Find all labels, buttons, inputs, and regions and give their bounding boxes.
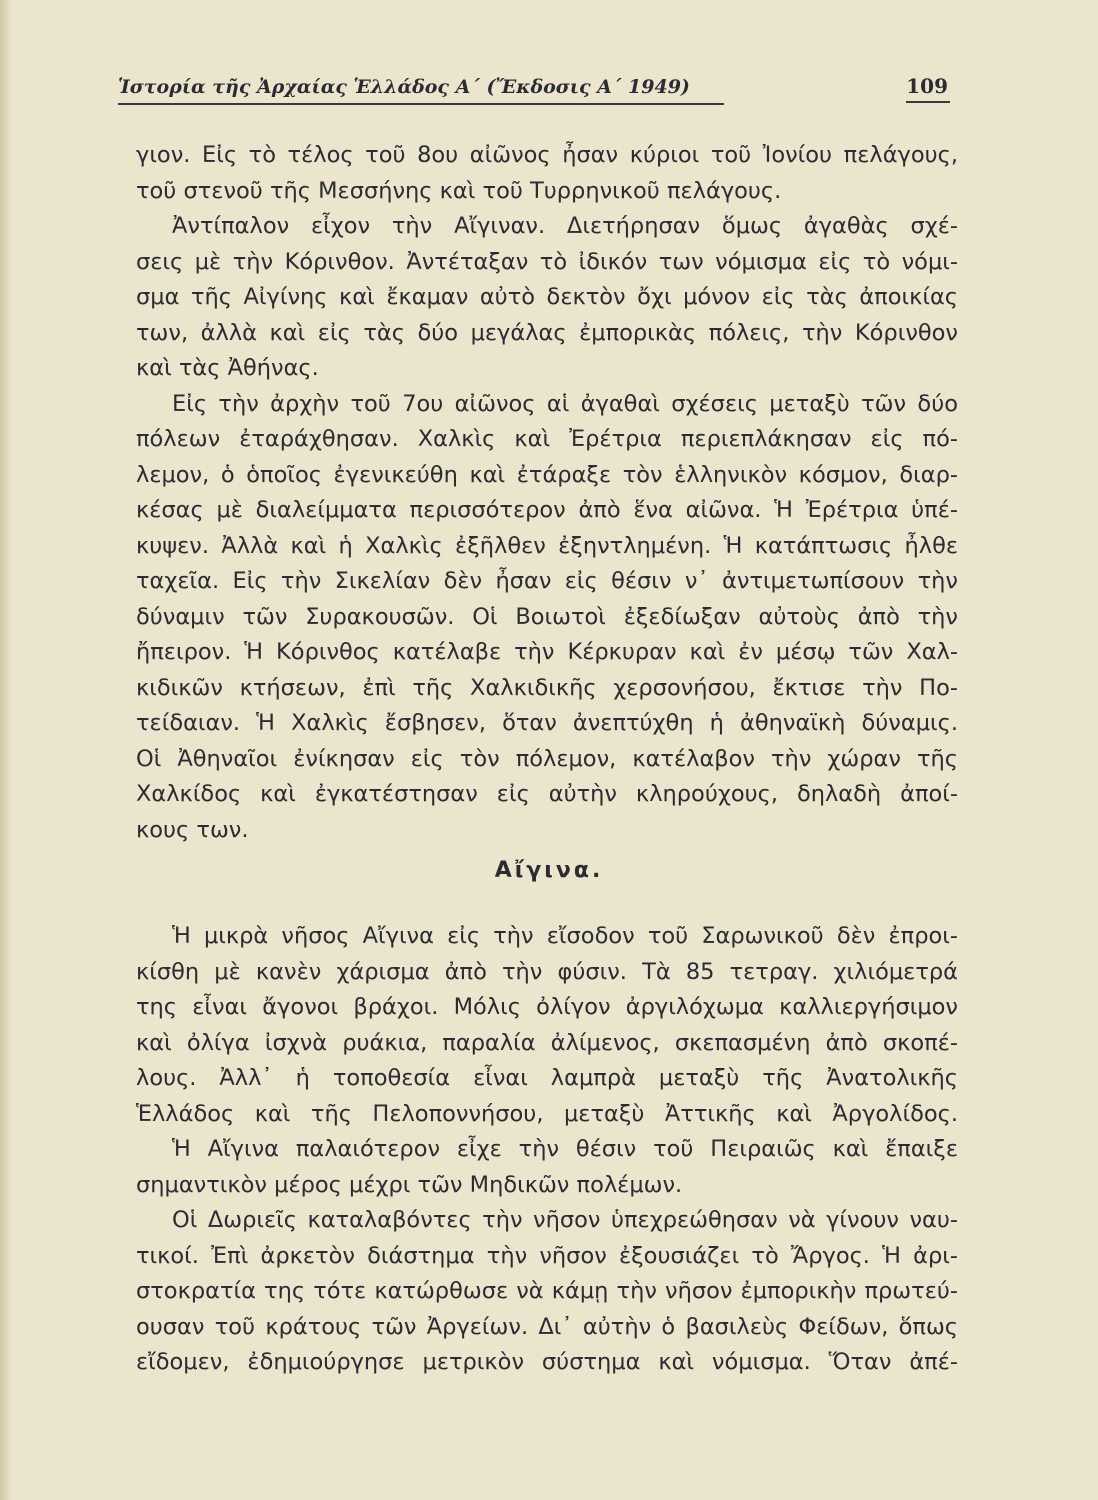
text-line: τείδαιαν. Ἡ Χαλκὶς ἔσβησεν, ὅταν ἀνεπτύχθη ἡ ἀθηναϊκὴ δύναμις. — [136, 710, 958, 736]
text-line: κέσας μὲ διαλείμματα περισσότερον ἀπὸ ἕνα αἰῶνα. Ἡ Ἐρέτρια ὑπέ- — [136, 497, 958, 523]
text-line: κίσθη μὲ κανὲν χάρισμα ἀπὸ τὴν φύσιν. Τὰ 85 τετραγ. χιλιόμετρά — [136, 958, 958, 985]
text-line: Ἡ Αἴγινα παλαιότερον εἶχε τὴν θέσιν τοῦ Πειραιῶς καὶ ἔπαιξε — [172, 1136, 958, 1162]
text-line: Ἑλλάδος καὶ τῆς Πελοποννήσου, μεταξὺ Ἀττικῆς καὶ Ἀργολίδος. — [136, 1100, 958, 1127]
body-text-lower — [136, 919, 958, 1381]
text-line: κυψεν. Ἀλλὰ καὶ ἡ Χαλκὶς ἐξῆλθεν ἐξηντλημένη. Ἡ κατάπτωσις ἦλθε — [136, 532, 958, 559]
text-line: Οἱ Δωριεῖς καταλαβόντες τὴν νῆσον ὑπεχρεώθησαν νὰ γίνουν ναυ- — [172, 1207, 958, 1233]
page-edge-shadow — [0, 0, 12, 1500]
body-text-upper — [136, 138, 958, 848]
text-line: Ἡ μικρὰ νῆσος Αἴγινα εἰς τὴν εἴσοδον τοῦ Σαρωνικοῦ δὲν ἐπροι- — [172, 923, 958, 949]
text-line: της εἶναι ἄγονοι βράχοι. Μόλις ὀλίγον ἀργιλόχωμα καλλιεργήσιμον — [136, 994, 958, 1020]
text-line: τικοί. Ἐπὶ ἀρκετὸν διάστημα τὴν νῆσον ἐξουσιάζει τὸ Ἄργος. Ἡ ἀρι- — [136, 1242, 958, 1269]
text-line: λεμον, ὁ ὁποῖος ἐγενικεύθη καὶ ἐτάραξε τὸν ἑλληνικὸν κόσμον, διαρ- — [136, 461, 958, 488]
text-line: τοῦ στενοῦ τῆς Μεσσήνης καὶ τοῦ Τυρρηνικοῦ πελάγους. — [136, 177, 782, 204]
text-line: λους. Ἀλλ᾽ ἡ τοποθεσία εἶναι λαμπρὰ μεταξὺ τῆς Ἀνατολικῆς — [136, 1065, 958, 1091]
text-line: καὶ ὀλίγα ἰσχνὰ ρυάκια, παραλία ἀλίμενος, σκεπασμένη ἀπὸ σκοπέ- — [136, 1029, 958, 1056]
text-line: σεις μὲ τὴν Κόρινθον. Ἀντέταξαν τὸ ἰδικόν των νόμισμα εἰς τὸ νόμι- — [136, 248, 958, 275]
text-line: εἴδομεν, ἐδημιούργησε μετρικὸν σύστημα καὶ νόμισμα. Ὅταν ἀπέ- — [136, 1349, 958, 1375]
text-line: πόλεων ἐταράχθησαν. Χαλκὶς καὶ Ἐρέτρια περιεπλάκησαν εἰς πό- — [136, 426, 958, 452]
text-line: Χαλκίδος καὶ ἐγκατέστησαν εἰς αὐτὴν κληρούχους, δηλαδὴ ἀποί- — [136, 781, 958, 807]
text-line: των, ἀλλὰ καὶ εἰς τὰς δύο μεγάλας ἐμπορικὰς πόλεις, τὴν Κόρινθον — [136, 319, 958, 346]
text-line: γιον. Εἰς τὸ τέλος τοῦ 8ου αἰῶνος ἦσαν κύριοι τοῦ Ἰονίου πελάγους, — [136, 142, 958, 168]
text-line: ἤπειρον. Ἡ Κόρινθος κατέλαβε τὴν Κέρκυραν καὶ ἐν μέσῳ τῶν Χαλ- — [136, 639, 958, 665]
text-line: καὶ τὰς Ἀθήνας. — [136, 355, 319, 381]
text-line: δύναμιν τῶν Συρακουσῶν. Οἱ Βοιωτοὶ ἐξεδίωξαν αὐτοὺς ἀπὸ τὴν — [136, 603, 958, 630]
text-line: κιδικῶν κτήσεων, ἐπὶ τῆς Χαλκιδικῆς χερσονήσου, ἔκτισε τὴν Πο- — [136, 674, 958, 701]
text-line: ταχεῖα. Εἰς τὴν Σικελίαν δὲν ἦσαν εἰς θέσιν ν᾽ ἀντιμετωπίσουν τὴν — [136, 568, 958, 594]
text-line: Εἰς τὴν ἀρχὴν τοῦ 7ου αἰῶνος αἱ ἀγαθαὶ σχέσεις μεταξὺ τῶν δύο — [172, 390, 958, 417]
text-line: Ἀντίπαλον εἶχον τὴν Αἴγιναν. Διετήρησαν ὅμως ἀγαθὰς σχέ- — [172, 213, 958, 239]
running-header — [118, 74, 954, 104]
text-line: σμα τῆς Αἰγίνης καὶ ἔκαμαν αὐτὸ δεκτὸν ὄχι μόνον εἰς τὰς ἀποικίας — [136, 284, 958, 310]
page-number: 109 — [906, 74, 948, 98]
header-underline — [118, 103, 724, 105]
text-line: στοκρατία της τότε κατώρθωσε νὰ κάμῃ τὴν νῆσον ἐμπορικὴν πρωτεύ- — [136, 1278, 958, 1304]
text-line: κους των. — [136, 816, 249, 843]
text-line: Οἱ Ἀθηναῖοι ἐνίκησαν εἰς τὸν πόλεμον, κατέλαβον τὴν χώραν τῆς — [136, 745, 958, 772]
text-line: σημαντικὸν μέρος μέχρι τῶν Μηδικῶν πολέμων. — [136, 1171, 683, 1198]
text-line: ουσαν τοῦ κράτους τῶν Ἀργείων. Δι᾽ αὐτὴν ὁ βασιλεὺς Φείδων, ὅπως — [136, 1313, 958, 1340]
page-number-underline — [906, 101, 950, 103]
running-header-title: Ἱστορία τῆς Ἀρχαίας Ἑλλάδος Α΄ (Ἔκδοσις Α΄ 1949) — [118, 76, 690, 98]
section-heading: Αἴγινα. — [494, 858, 604, 883]
